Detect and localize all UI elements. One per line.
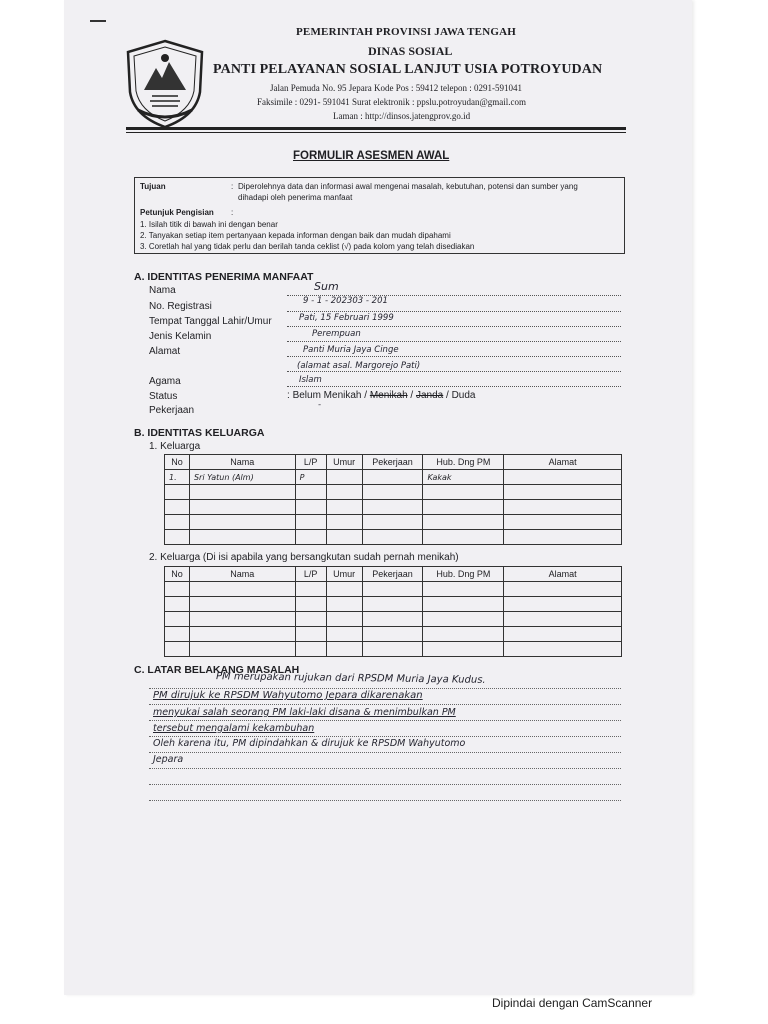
table-cell[interactable] (362, 470, 423, 485)
status-option-janda-struck[interactable]: Janda (415, 390, 444, 401)
field-label-agama: Agama (149, 376, 181, 387)
table-header-row (165, 567, 622, 582)
table-cell[interactable] (189, 627, 295, 642)
field-value-alamat-asal: (alamat asal. Margorejo Pati) (297, 361, 421, 371)
table-row (165, 642, 622, 657)
table-cell[interactable] (295, 530, 326, 545)
field-value-ttl: Pati, 15 Februari 1999 (299, 313, 394, 323)
table-row (165, 485, 622, 500)
table-cell[interactable]: Sri Yatun (Alm) (189, 470, 295, 485)
jawa-tengah-emblem (122, 38, 208, 130)
table-cell[interactable] (295, 515, 326, 530)
table-cell[interactable] (362, 485, 423, 500)
ruled-line (149, 752, 621, 753)
table-cell[interactable] (165, 530, 190, 545)
table-cell[interactable] (295, 627, 326, 642)
table-cell[interactable] (362, 500, 423, 515)
background-text-line: PM merupakan rujukan dari RPSDM Muria Jaya Kudus. (215, 671, 486, 686)
petunjuk-label: Petunjuk Pengisian (140, 208, 214, 217)
col-header-pekerjaan: Pekerjaan (362, 567, 423, 582)
status-option-menikah-struck[interactable]: Menikah (369, 390, 408, 401)
col-header-alamat: Alamat (504, 455, 622, 470)
keluarga-subheading: 1. Keluarga (149, 441, 201, 452)
table-cell[interactable] (326, 530, 362, 545)
table-cell[interactable] (423, 500, 504, 515)
field-label-alamat: Alamat (149, 346, 181, 357)
family-table-body (165, 470, 622, 545)
table-cell[interactable] (165, 500, 190, 515)
table-cell[interactable] (165, 642, 190, 657)
field-label-pekerjaan: Pekerjaan (149, 405, 195, 416)
table-cell[interactable] (295, 597, 326, 612)
table-cell[interactable] (504, 485, 622, 500)
table-cell[interactable] (326, 485, 362, 500)
table-cell[interactable] (504, 627, 622, 642)
field-value-nama: Sum (314, 280, 339, 293)
field-value-pekerjaan: - (318, 400, 322, 410)
table-cell[interactable] (189, 582, 295, 597)
field-line-agama[interactable] (287, 376, 621, 387)
letterhead-website: Laman : http://dinsos.jatengprov.go.id (333, 111, 471, 121)
status-sep: / (361, 390, 370, 401)
col-header-hubungan: Hub. Dng PM (423, 567, 504, 582)
col-header-lp: L/P (295, 567, 326, 582)
col-header-no: No (165, 455, 190, 470)
tujuan-text-cont: dihadapi oleh penerima manfaat (238, 193, 353, 202)
table-row (165, 530, 622, 545)
table-cell[interactable] (326, 642, 362, 657)
field-value-alamat: Panti Muria Jaya Cinge (303, 345, 399, 355)
field-label-registrasi: No. Registrasi (149, 301, 212, 312)
background-text-line: tersebut mengalami kekambuhan (153, 723, 315, 734)
field-label-nama: Nama (149, 285, 176, 296)
table-cell[interactable] (423, 582, 504, 597)
table-cell[interactable] (165, 612, 190, 627)
section-c-heading: C. LATAR BELAKANG MASALAH (134, 664, 300, 676)
status-colon: : (287, 390, 290, 401)
ruled-line (149, 736, 621, 737)
table-cell[interactable] (189, 530, 295, 545)
table-cell[interactable] (423, 642, 504, 657)
col-header-umur: Umur (326, 567, 362, 582)
col-header-hubungan: Hub. Dng PM (423, 455, 504, 470)
ruled-line (149, 688, 621, 689)
field-label-status: Status (149, 391, 178, 402)
table-cell[interactable] (295, 485, 326, 500)
status-option-belum-menikah[interactable]: Belum Menikah (292, 390, 362, 401)
table-cell[interactable] (189, 642, 295, 657)
table-cell[interactable] (165, 515, 190, 530)
letterhead-rule (126, 127, 626, 130)
ruled-line (149, 768, 621, 769)
table-cell[interactable] (189, 485, 295, 500)
petunjuk-item: 3. Coretlah hal yang tidak perlu dan berilah tanda ceklist (√) pada kolom yang telah disediakan (140, 242, 475, 251)
field-label-jenis-kelamin: Jenis Kelamin (149, 331, 212, 342)
instructions-box (134, 177, 625, 254)
table-row (165, 500, 622, 515)
ruled-line (149, 800, 621, 801)
table-cell[interactable] (362, 530, 423, 545)
petunjuk-colon: : (231, 208, 234, 217)
field-value-agama: Islam (299, 375, 322, 385)
ruled-line (149, 784, 621, 785)
table-cell[interactable] (423, 627, 504, 642)
background-text-line: Oleh karena itu, PM dipindahkan & dirujuk ke RPSDM Wahyutomo (153, 738, 466, 749)
status-sep: / (407, 390, 416, 401)
table-row (165, 597, 622, 612)
table-cell[interactable] (326, 597, 362, 612)
table-cell[interactable] (362, 642, 423, 657)
petunjuk-item: 1. Isilah titik di bawah ini dengan benar (140, 220, 278, 229)
table-cell[interactable] (326, 470, 362, 485)
table-cell[interactable] (326, 612, 362, 627)
table-cell[interactable] (165, 597, 190, 612)
petunjuk-item: 2. Tanyakan setiap item pertanyaan kepada informan dengan baik dan mudah dipahami (140, 231, 451, 240)
table-row (165, 612, 622, 627)
table-cell[interactable] (362, 515, 423, 530)
table-cell[interactable]: 1. (165, 470, 190, 485)
letterhead-institution: PANTI PELAYANAN SOSIAL LANJUT USIA POTROYUDAN (213, 62, 603, 77)
table-cell[interactable] (362, 597, 423, 612)
table-row (165, 515, 622, 530)
table-cell[interactable] (165, 582, 190, 597)
section-b-heading: B. IDENTITAS KELUARGA (134, 427, 265, 439)
table-cell[interactable] (326, 500, 362, 515)
table-cell[interactable]: P (295, 470, 326, 485)
status-options (287, 390, 475, 401)
table-cell[interactable] (326, 515, 362, 530)
table-cell[interactable] (362, 627, 423, 642)
letterhead-province: PEMERINTAH PROVINSI JAWA TENGAH (296, 26, 517, 38)
table-cell[interactable] (504, 515, 622, 530)
table-cell[interactable] (504, 470, 622, 485)
col-header-lp: L/P (295, 455, 326, 470)
letterhead-rule-thin (126, 132, 626, 133)
table-cell[interactable] (295, 500, 326, 515)
tujuan-text: Diperolehnya data dan informasi awal mengenai masalah, kebutuhan, potensi dan sumber yang (238, 182, 578, 191)
background-text-line: menyukai salah seorang PM laki-laki disana & menimbulkan PM (153, 707, 456, 718)
table-cell[interactable] (189, 597, 295, 612)
table-cell[interactable] (423, 530, 504, 545)
table-cell[interactable] (189, 515, 295, 530)
table-cell[interactable] (295, 612, 326, 627)
table-cell[interactable] (362, 612, 423, 627)
table-cell[interactable] (423, 485, 504, 500)
table-cell[interactable] (504, 500, 622, 515)
table-row (165, 627, 622, 642)
col-header-umur: Umur (326, 455, 362, 470)
letterhead-address: Jalan Pemuda No. 95 Jepara Kode Pos : 59412 telepon : 0291-591041 (270, 83, 522, 93)
table-header-row (165, 455, 622, 470)
table-cell[interactable] (423, 515, 504, 530)
col-header-no: No (165, 567, 190, 582)
table-cell[interactable] (326, 582, 362, 597)
spouse-family-table-body (165, 582, 622, 657)
table-cell[interactable]: Kakak (423, 470, 504, 485)
camscanner-watermark: Dipindai dengan CamScanner (492, 996, 653, 1010)
table-row (165, 470, 622, 485)
table-cell[interactable] (165, 627, 190, 642)
spouse-family-table (164, 566, 622, 657)
table-cell[interactable] (504, 597, 622, 612)
table-cell[interactable] (423, 597, 504, 612)
field-label-ttl: Tempat Tanggal Lahir/Umur (149, 316, 272, 327)
status-sep: / (443, 390, 452, 401)
field-value-registrasi: 9 - 1 - 202303 - 201 (303, 296, 388, 306)
table-cell[interactable] (362, 582, 423, 597)
scan-mark (90, 20, 106, 22)
tujuan-label: Tujuan (140, 182, 166, 191)
field-value-jenis-kelamin: Perempuan (312, 329, 361, 339)
ruled-line (149, 704, 621, 705)
status-option-duda[interactable]: Duda (451, 390, 476, 401)
table-cell[interactable] (295, 582, 326, 597)
letterhead-fax-email: Faksimile : 0291- 591041 Surat elektronik : ppslu.potroyudan@gmail.com (257, 97, 527, 107)
family-table (164, 454, 622, 545)
ruled-line (149, 720, 621, 721)
table-cell[interactable] (423, 612, 504, 627)
col-header-pekerjaan: Pekerjaan (362, 455, 423, 470)
form-title: FORMULIR ASESMEN AWAL (293, 150, 450, 162)
section-a-heading: A. IDENTITAS PENERIMA MANFAAT (134, 271, 314, 283)
keluarga-menikah-subheading: 2. Keluarga (Di isi apabila yang bersangkutan sudah pernah menikah) (149, 552, 459, 563)
table-cell[interactable] (504, 530, 622, 545)
background-text-line: Jepara (153, 754, 184, 765)
col-header-alamat: Alamat (504, 567, 622, 582)
table-cell[interactable] (504, 642, 622, 657)
table-cell[interactable] (189, 500, 295, 515)
col-header-nama: Nama (189, 455, 295, 470)
table-cell[interactable] (504, 612, 622, 627)
letterhead-agency: DINAS SOSIAL (368, 44, 453, 58)
table-cell[interactable] (326, 627, 362, 642)
table-cell[interactable] (504, 582, 622, 597)
background-text-line: PM dirujuk ke RPSDM Wahyutomo Jepara dikarenakan (153, 690, 423, 701)
table-cell[interactable] (189, 612, 295, 627)
col-header-nama: Nama (189, 567, 295, 582)
tujuan-colon: : (231, 182, 234, 191)
table-cell[interactable] (165, 485, 190, 500)
table-cell[interactable] (295, 642, 326, 657)
table-row (165, 582, 622, 597)
